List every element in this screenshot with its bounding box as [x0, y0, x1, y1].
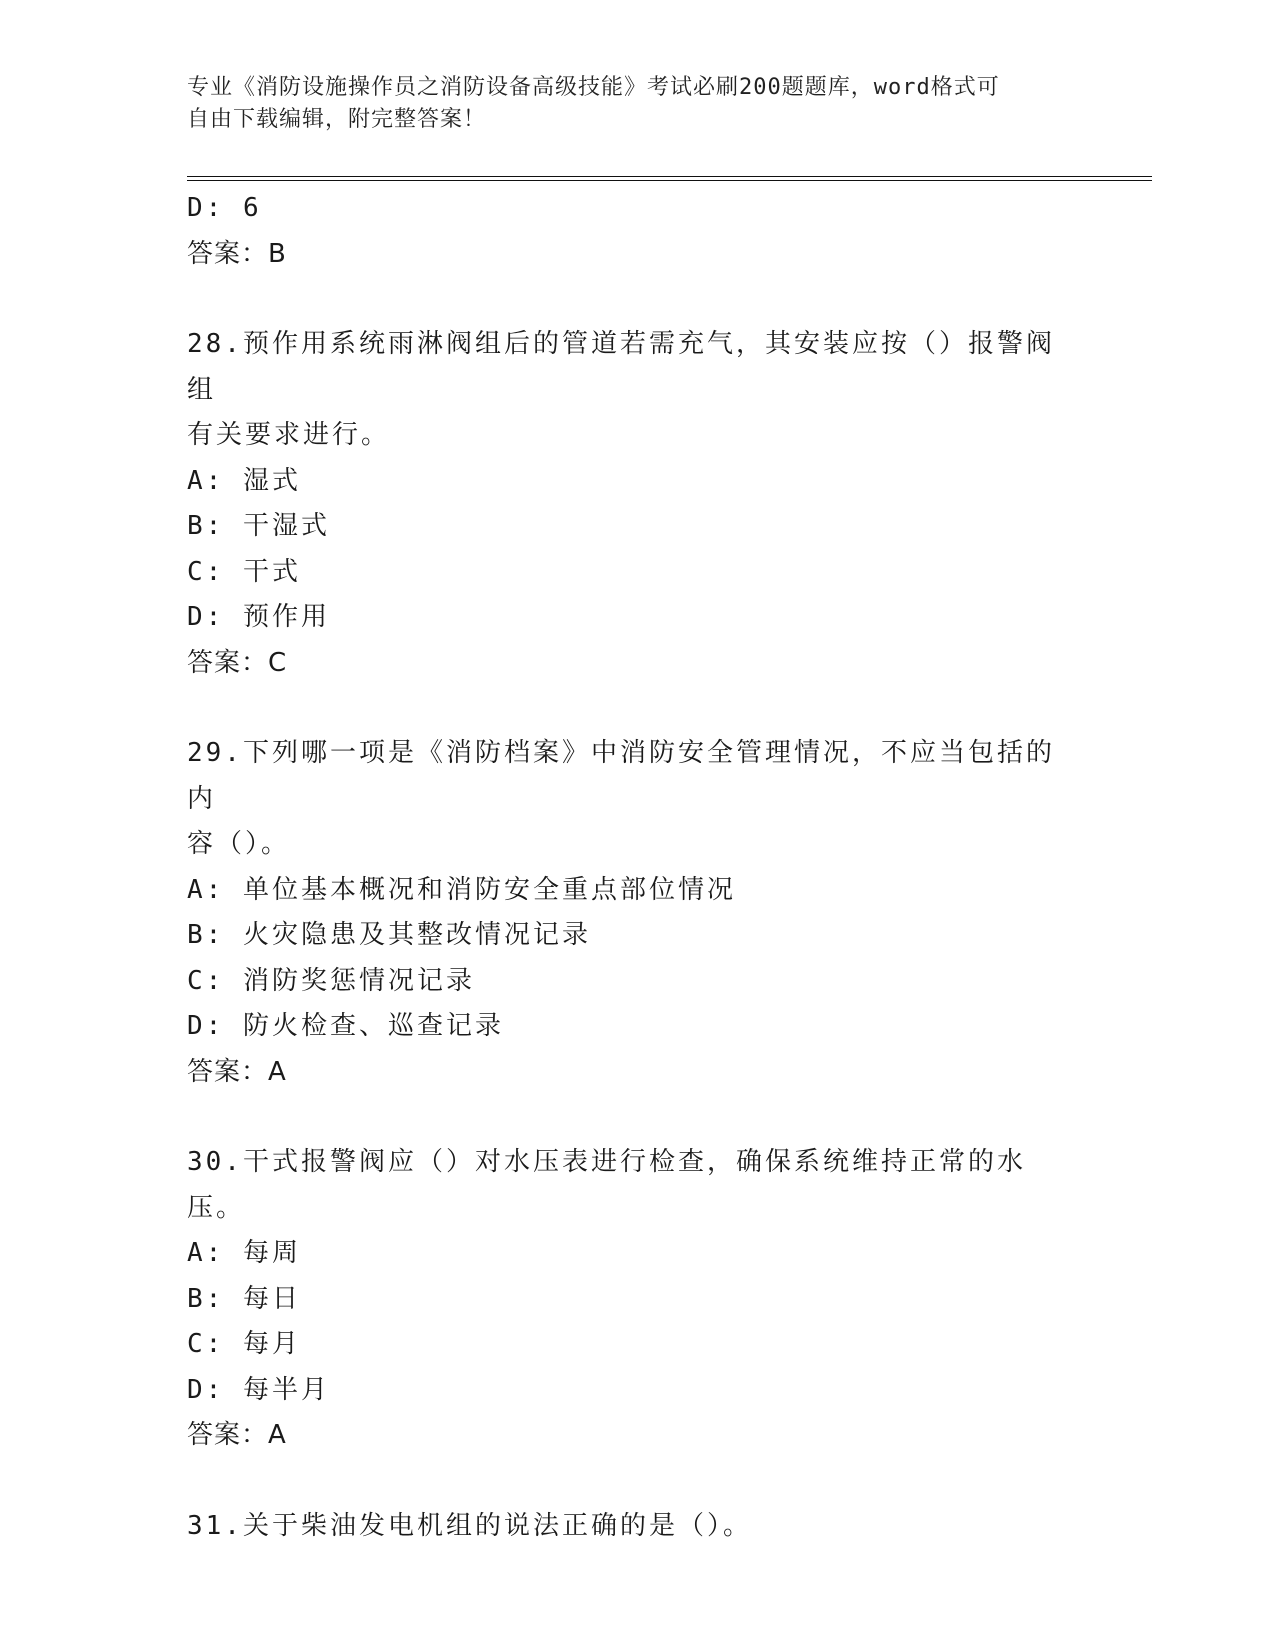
answer-line: 答案：B [187, 238, 287, 269]
question-31 [187, 1504, 1067, 1550]
option-b: B: 每日 [187, 1283, 301, 1314]
option-c: C: 干式 [187, 556, 301, 587]
option-c: C: 每月 [187, 1329, 301, 1359]
option-d: D: 每半月 [187, 1374, 330, 1405]
document-header [187, 72, 1067, 136]
previous-question-tail [187, 186, 1067, 277]
header-line-1: 专业《消防设施操作员之消防设备高级技能》考试必刷200题题库，word格式可 [187, 75, 1000, 100]
question-29 [187, 731, 1067, 1095]
answer-line: 答案：A [187, 1420, 287, 1450]
question-list [187, 186, 1067, 1549]
header-divider [187, 176, 1152, 181]
question-30 [187, 1140, 1067, 1459]
header-line-2: 自由下载编辑，附完整答案！ [187, 107, 487, 132]
question-stem-cont: 容（）。 [187, 829, 291, 859]
answer-line: 答案：C [187, 647, 288, 678]
option-a: A: 单位基本概况和消防安全重点部位情况 [187, 874, 736, 905]
question-stem: 28.预作用系统雨淋阀组后的管道若需充气，其安装应按（）报警阀组 [187, 329, 1055, 405]
option-d: D: 6 [187, 193, 262, 223]
option-d: D: 防火检查、巡查记录 [187, 1011, 504, 1041]
option-a: A: 湿式 [187, 465, 301, 496]
option-b: B: 干湿式 [187, 511, 330, 541]
option-d: D: 预作用 [187, 602, 330, 632]
question-28 [187, 322, 1067, 686]
option-a: A: 每周 [187, 1238, 301, 1268]
question-stem: 29.下列哪一项是《消防档案》中消防安全管理情况，不应当包括的内 [187, 738, 1055, 814]
question-stem: 31.关于柴油发电机组的说法正确的是（）。 [187, 1510, 752, 1541]
question-stem: 30.干式报警阀应（）对水压表进行检查，确保系统维持正常的水压。 [187, 1147, 1026, 1223]
option-c: C: 消防奖惩情况记录 [187, 965, 475, 996]
option-b: B: 火灾隐患及其整改情况记录 [187, 920, 591, 950]
question-stem-cont: 有关要求进行。 [187, 420, 391, 450]
answer-line: 答案：A [187, 1056, 287, 1087]
